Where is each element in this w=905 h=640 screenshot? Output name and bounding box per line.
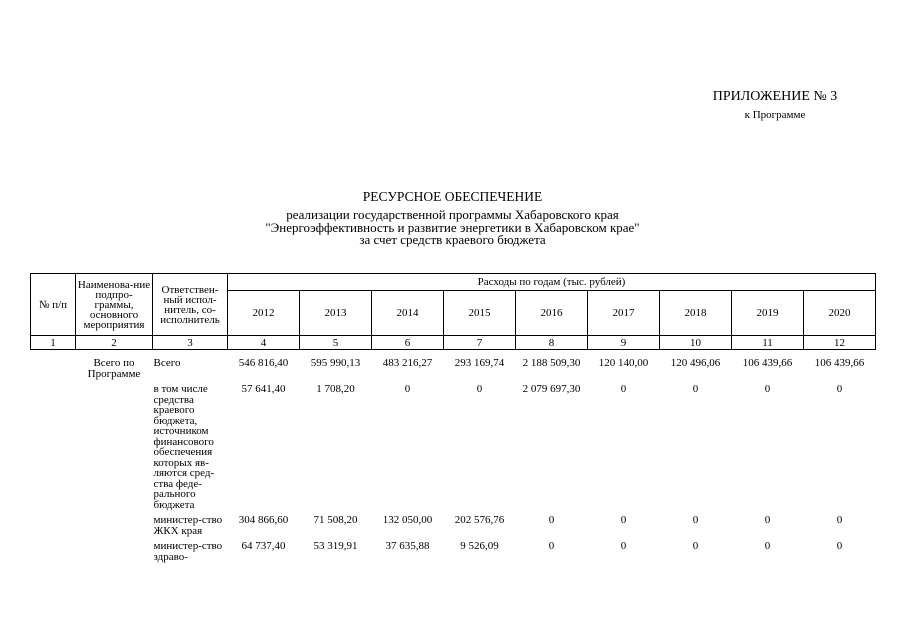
value-cell: 0 <box>764 540 771 552</box>
value-cell: 0 <box>620 540 627 552</box>
header-year: 2017 <box>588 291 660 336</box>
table-row <box>31 379 876 510</box>
value-cell: 0 <box>620 383 627 395</box>
header-responsible: Ответствен-ный испол-нитель, со-исполнитель <box>153 274 228 336</box>
table-row <box>31 510 876 536</box>
value-cell: 293 169,74 <box>454 357 505 369</box>
column-number: 8 <box>516 336 588 350</box>
value-cell: 1 708,20 <box>316 383 355 395</box>
header-year: 2013 <box>300 291 372 336</box>
row-num <box>31 510 76 536</box>
column-number: 2 <box>76 336 153 350</box>
value-cell: 53 319,91 <box>313 540 358 552</box>
row-name <box>76 379 153 510</box>
row-num <box>31 536 76 562</box>
value-cell: 132 050,00 <box>382 514 433 526</box>
row-num <box>31 350 76 380</box>
column-number: 5 <box>300 336 372 350</box>
header-year: 2019 <box>732 291 804 336</box>
column-number: 1 <box>31 336 76 350</box>
document-subtitle <box>0 209 905 247</box>
value-cell: 64 737,40 <box>241 540 286 552</box>
appendix-subtitle: к Программе <box>744 109 806 121</box>
value-cell: 0 <box>692 514 699 526</box>
column-numbers-row <box>31 336 876 350</box>
value-cell: 0 <box>620 514 627 526</box>
value-cell: 546 816,40 <box>238 357 289 369</box>
subtitle-line-1: реализации государственной программы Хабаровского края <box>286 207 619 222</box>
row-responsible: в том числе средства краевого бюджета, источником финансового обеспечения которых яв-ляются сред-ства феде-рального бюджета <box>153 383 215 511</box>
value-cell: 595 990,13 <box>310 357 361 369</box>
column-number: 7 <box>444 336 516 350</box>
row-responsible: министер-ство ЖКХ края <box>153 514 223 537</box>
header-year: 2014 <box>372 291 444 336</box>
value-cell: 0 <box>836 514 843 526</box>
value-cell: 71 508,20 <box>313 514 358 526</box>
column-number: 9 <box>588 336 660 350</box>
column-number: 11 <box>732 336 804 350</box>
value-cell: 0 <box>836 540 843 552</box>
row-name: Всего по Программе <box>87 357 141 380</box>
row-name <box>76 536 153 562</box>
value-cell: 0 <box>836 383 843 395</box>
value-cell: 0 <box>764 383 771 395</box>
row-name <box>76 510 153 536</box>
value-cell: 304 866,60 <box>238 514 289 526</box>
header-year: 2016 <box>516 291 588 336</box>
header-name: Наименова-ние подпро-граммы, основного мероприятия <box>76 274 153 336</box>
value-cell: 0 <box>692 383 699 395</box>
row-num <box>31 379 76 510</box>
table-row <box>31 536 876 562</box>
column-number: 6 <box>372 336 444 350</box>
value-cell: 0 <box>476 383 483 395</box>
value-cell: 0 <box>548 514 555 526</box>
column-number: 4 <box>228 336 300 350</box>
value-cell: 37 635,88 <box>385 540 430 552</box>
subtitle-line-2: "Энергоэффективность и развитие энергетики в Хабаровском крае" <box>265 219 640 235</box>
value-cell: 9 526,09 <box>460 540 499 552</box>
header-year: 2018 <box>660 291 732 336</box>
value-cell: 106 439,66 <box>742 357 793 369</box>
column-number: 3 <box>153 336 228 350</box>
table-row <box>31 350 876 380</box>
value-cell: 0 <box>764 514 771 526</box>
value-cell: 0 <box>404 383 411 395</box>
resource-table <box>30 273 876 562</box>
value-cell: 0 <box>548 540 555 552</box>
appendix-title: ПРИЛОЖЕНИЕ № 3 <box>712 89 838 104</box>
appendix-block <box>690 89 860 122</box>
header-year: 2020 <box>804 291 876 336</box>
value-cell: 2 079 697,30 <box>522 383 581 395</box>
value-cell: 2 188 509,30 <box>522 357 581 369</box>
value-cell: 120 140,00 <box>598 357 649 369</box>
column-number: 12 <box>804 336 876 350</box>
value-cell: 106 439,66 <box>814 357 865 369</box>
header-year: 2015 <box>444 291 516 336</box>
column-number: 10 <box>660 336 732 350</box>
header-year: 2012 <box>228 291 300 336</box>
row-responsible: министер-ство здраво- <box>153 540 223 563</box>
row-responsible: Всего <box>153 357 181 369</box>
value-cell: 120 496,06 <box>670 357 721 369</box>
document-title: РЕСУРСНОЕ ОБЕСПЕЧЕНИЕ <box>362 189 543 204</box>
header-num: № п/п <box>31 274 76 336</box>
table-header <box>31 274 876 336</box>
value-cell: 483 216,27 <box>382 357 433 369</box>
value-cell: 57 641,40 <box>241 383 286 395</box>
value-cell: 202 576,76 <box>454 514 505 526</box>
subtitle-line-3: за счет средств краевого бюджета <box>359 232 546 247</box>
header-expenses: Расходы по годам (тыс. рублей) <box>228 274 876 291</box>
value-cell: 0 <box>692 540 699 552</box>
